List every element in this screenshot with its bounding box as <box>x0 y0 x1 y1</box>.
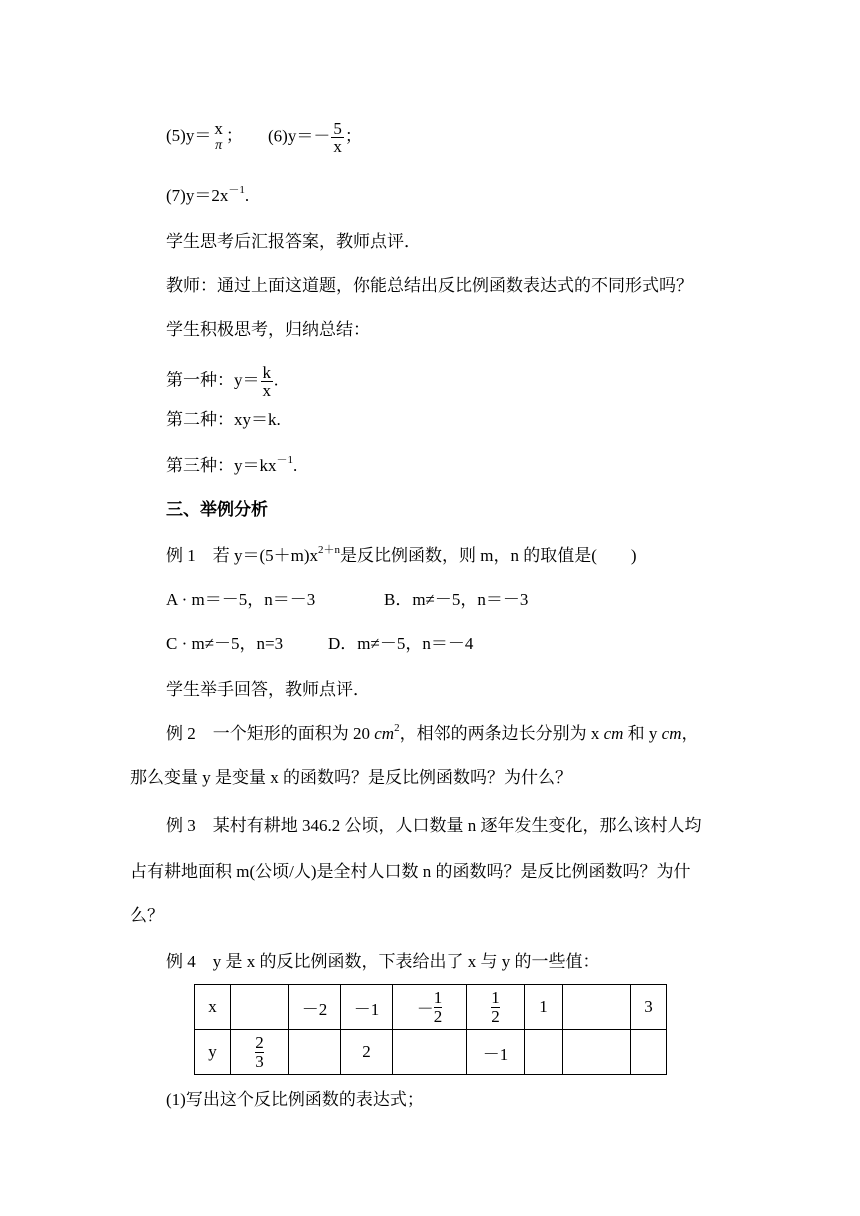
formula-7 <box>166 186 249 206</box>
table-row-y <box>195 1030 667 1075</box>
example-1-question <box>166 546 637 566</box>
table-cell-y-6 <box>525 1030 563 1075</box>
fraction-numerator: 1 <box>491 987 500 1007</box>
form-first <box>166 364 278 399</box>
question-1: (1)写出这个反比例函数的表达式； <box>166 1090 424 1109</box>
table-cell-x-7 <box>563 985 631 1030</box>
formula-6-numerator: 5 <box>333 119 342 138</box>
example-3-line-3: 么？ <box>130 906 164 925</box>
form-second: 第二种：xy＝k. <box>166 410 281 429</box>
example-3-line-1: 例 3 某村有耕地 346.2 公顷，人口数量 n 逐年发生变化，那么该村人均 <box>166 816 702 835</box>
example-2-part-d: ， <box>681 724 699 743</box>
formula-5-suffix: ； <box>225 125 243 145</box>
section-heading: 三、举例分析 <box>166 500 268 519</box>
table-cell-x-6: 1 <box>525 985 563 1030</box>
form-third-suffix: . <box>293 456 298 475</box>
table-cell-y-7 <box>563 1030 631 1075</box>
example-2-unit-2: cm <box>603 724 624 743</box>
table-header-y: y <box>195 1030 231 1075</box>
formula-6 <box>268 120 362 155</box>
formula-6-denominator: x <box>333 137 342 156</box>
form-first-fraction <box>261 364 274 399</box>
fraction-numerator: 2 <box>255 1032 264 1052</box>
table-cell-y-5: －1 <box>467 1030 525 1075</box>
paragraph-summary-intro: 学生积极思考，归纳总结： <box>166 320 370 339</box>
value-table <box>194 984 667 1075</box>
example-1-option-b: B．m≠－5，n＝－3 <box>384 590 529 609</box>
form-third-prefix: 第三种：y＝kx <box>166 456 277 475</box>
table-cell-x-1 <box>231 985 289 1030</box>
formula-7-prefix: (7)y＝2x <box>166 186 229 205</box>
fraction <box>434 989 443 1026</box>
formula-5 <box>166 120 243 154</box>
form-third-exponent: －1 <box>276 454 293 466</box>
example-2-line-2: 那么变量 y 是变量 x 的函数吗？是反比例函数吗？为什么？ <box>130 768 572 787</box>
fraction-denominator: 2 <box>491 1006 500 1026</box>
table-row-x <box>195 985 667 1030</box>
formula-5-numerator: x <box>214 119 223 138</box>
table-cell-x-3: －1 <box>341 985 393 1030</box>
formula-7-suffix: . <box>244 186 250 205</box>
fraction-denominator: 3 <box>255 1051 264 1071</box>
table-cell-x-8: 3 <box>631 985 667 1030</box>
table-cell-y-8 <box>631 1030 667 1075</box>
form-first-prefix: 第一种：y＝ <box>166 370 260 390</box>
example-4-intro: 例 4 y 是 x 的反比例函数，下表给出了 x 与 y 的一些值： <box>166 952 600 971</box>
example-1-option-c: C · m≠－5，n=3 <box>166 634 284 653</box>
example-2-part-c: 和 y <box>623 724 662 743</box>
formula-7-exponent: －1 <box>228 184 245 196</box>
table-cell-y-1-value <box>255 1032 264 1071</box>
fraction <box>491 989 500 1026</box>
form-first-denominator: x <box>262 381 271 400</box>
formula-5-prefix: (5)y＝ <box>166 125 212 145</box>
formula-6-prefix: (6)y＝－ <box>268 126 331 146</box>
example-2-unit-3: cm <box>661 724 682 743</box>
fraction-numerator: 1 <box>433 987 443 1007</box>
paragraph-report: 学生思考后汇报答案，教师点评． <box>166 232 421 251</box>
table-cell-x-4 <box>393 985 467 1030</box>
table-cell-y-4 <box>393 1030 467 1075</box>
paragraph-teacher-question: 教师：通过上面这道题，你能总结出反比例函数表达式的不同形式吗？ <box>166 276 693 295</box>
table-cell-x-4-value <box>416 987 443 1026</box>
table-cell-y-3: 2 <box>341 1030 393 1075</box>
form-first-numerator: k <box>262 363 271 382</box>
formula-5-fraction <box>212 120 225 154</box>
table-cell-x-5-value <box>491 987 500 1026</box>
fraction <box>255 1034 264 1071</box>
paragraph-answer: 学生举手回答，教师点评． <box>166 680 370 699</box>
fraction-denominator: 2 <box>433 1006 443 1026</box>
form-first-suffix: . <box>274 370 279 390</box>
example-2-part-a: 例 2 一个矩形的面积为 20 <box>166 724 375 743</box>
example-3-line-2: 占有耕地面积 m(公顷/人)是全村人口数 n 的函数吗？是反比例函数吗？为什 <box>130 862 691 881</box>
formula-6-fraction <box>331 120 344 155</box>
example-1-option-a: A · m＝－5，n＝－3 <box>166 590 316 609</box>
example-1-prefix: 例 1 若 y＝(5＋m)x <box>166 546 319 565</box>
example-2-part-b: ，相邻的两条边长分别为 x <box>399 724 604 743</box>
formula-5-denominator: π <box>215 138 223 153</box>
example-1-option-d: D．m≠－5，n＝－4 <box>328 634 474 653</box>
formula-6-suffix: ； <box>344 126 362 146</box>
table-cell-y-1 <box>231 1030 289 1075</box>
example-2-line-1 <box>166 724 698 744</box>
fraction-sign: － <box>416 999 434 1019</box>
example-1-suffix: 是反比例函数，则 m，n 的取值是( ) <box>340 546 637 565</box>
table-header-x: x <box>195 985 231 1030</box>
example-1-exponent: 2＋n <box>318 544 341 556</box>
table-cell-y-2 <box>289 1030 341 1075</box>
table-cell-x-5 <box>467 985 525 1030</box>
table-cell-x-2: －2 <box>289 985 341 1030</box>
example-2-unit-1: cm <box>374 724 395 743</box>
form-third <box>166 456 297 476</box>
example-2-square: 2 <box>394 722 400 734</box>
